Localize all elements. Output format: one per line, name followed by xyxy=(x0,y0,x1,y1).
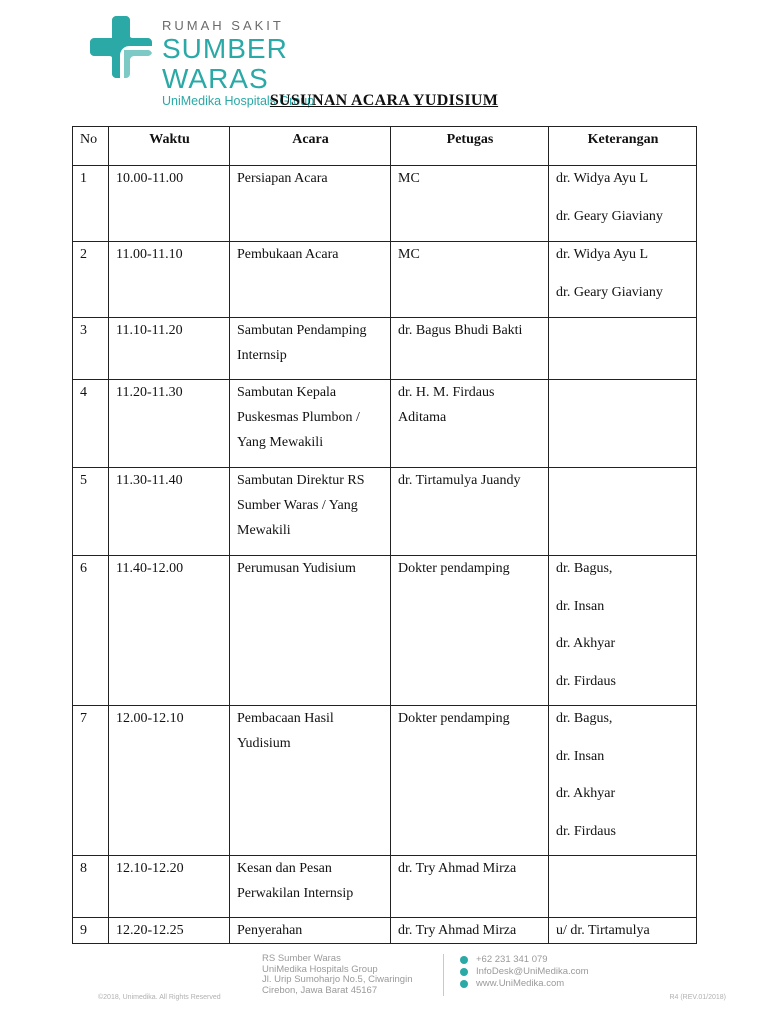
cell-line: MC xyxy=(398,171,420,186)
cell-line: dr. Bagus, xyxy=(556,711,613,726)
cell-line: Mewakili xyxy=(237,523,291,538)
table-row xyxy=(73,242,697,318)
cell-petugas xyxy=(391,556,549,706)
cell-line: u/ dr. Tirtamulya xyxy=(556,923,650,938)
cell-keterangan xyxy=(549,706,697,856)
cell-line: Penyerahan xyxy=(237,923,303,938)
address-line: Cirebon, Jawa Barat 45167 xyxy=(262,984,378,996)
cell-waktu: 11.40-12.00 xyxy=(109,556,230,706)
cell-keterangan xyxy=(549,856,697,918)
cell-line: dr. Firdaus xyxy=(556,823,616,839)
cell-petugas xyxy=(391,380,549,468)
cell-line: dr. Widya Ayu L xyxy=(556,171,648,186)
contact-text: www.UniMedika.com xyxy=(476,978,565,989)
contact-phone xyxy=(460,954,589,966)
address-line: UniMedika Hospitals Group xyxy=(262,963,378,975)
cell-line: Internsip xyxy=(237,348,287,363)
cell-keterangan xyxy=(549,468,697,556)
cell-no: 1 xyxy=(73,166,109,242)
logo-line-3: UniMedika Hospitals Group xyxy=(162,94,315,108)
table-row xyxy=(73,318,697,380)
cell-acara xyxy=(230,556,391,706)
cell-keterangan xyxy=(549,242,697,318)
cell-no: 9 xyxy=(73,918,109,944)
hospital-logo xyxy=(90,16,376,108)
cell-petugas xyxy=(391,706,549,856)
cell-line: Pembukaan Acara xyxy=(237,247,339,262)
document-title: SUSUNAN ACARA YUDISIUM xyxy=(269,92,499,109)
phone-icon xyxy=(460,956,468,964)
cell-acara xyxy=(230,242,391,318)
cell-line: dr. Insan xyxy=(556,598,605,614)
cell-no: 7 xyxy=(73,706,109,856)
cell-line: Perumusan Yudisium xyxy=(237,561,356,576)
cell-line: MC xyxy=(398,247,420,262)
cell-line: Puskesmas Plumbon / xyxy=(237,410,360,425)
cell-line: Yang Mewakili xyxy=(237,435,324,450)
cell-acara xyxy=(230,318,391,380)
cell-acara xyxy=(230,706,391,856)
cell-line: Perwakilan Internsip xyxy=(237,886,354,901)
cell-line: Dokter pendamping xyxy=(398,711,510,726)
cell-waktu: 11.10-11.20 xyxy=(109,318,230,380)
cell-waktu: 12.10-12.20 xyxy=(109,856,230,918)
cell-keterangan xyxy=(549,918,697,944)
table-row xyxy=(73,468,697,556)
table-row xyxy=(73,706,697,856)
cell-acara xyxy=(230,166,391,242)
cell-line: dr. Firdaus xyxy=(556,673,616,689)
cell-line: Sambutan Direktur RS xyxy=(237,473,365,488)
contact-text: InfoDesk@UniMedika.com xyxy=(476,966,589,977)
table-row xyxy=(73,380,697,468)
contact-email xyxy=(460,966,589,978)
cell-no: 2 xyxy=(73,242,109,318)
table-row xyxy=(73,918,697,944)
cell-line: dr. Bagus Bhudi Bakti xyxy=(398,323,523,338)
cell-line: Persiapan Acara xyxy=(237,171,328,186)
cell-keterangan xyxy=(549,318,697,380)
cell-line: Pembacaan Hasil xyxy=(237,711,334,726)
cell-keterangan xyxy=(549,166,697,242)
footer-address xyxy=(262,954,412,996)
cell-acara xyxy=(230,856,391,918)
cell-petugas xyxy=(391,242,549,318)
cell-petugas xyxy=(391,166,549,242)
cell-no: 4 xyxy=(73,380,109,468)
schedule-table xyxy=(72,126,697,944)
contact-web xyxy=(460,978,589,990)
cell-no: 8 xyxy=(73,856,109,918)
cell-no: 6 xyxy=(73,556,109,706)
cell-petugas xyxy=(391,856,549,918)
footer-divider xyxy=(443,954,444,996)
header-acara: Acara xyxy=(230,127,391,166)
cell-line: dr. Try Ahmad Mirza xyxy=(398,923,517,938)
cell-line: Yudisium xyxy=(237,736,291,751)
cell-acara xyxy=(230,468,391,556)
cell-acara xyxy=(230,380,391,468)
revision-code: R4 (REV.01/2018) xyxy=(669,994,726,1001)
cell-petugas xyxy=(391,468,549,556)
cell-line: dr. Bagus, xyxy=(556,561,613,576)
cell-line: dr. H. M. Firdaus xyxy=(398,385,495,400)
table-row xyxy=(73,556,697,706)
address-line: Jl. Urip Sumoharjo No.5, Ciwaringin xyxy=(262,974,413,985)
contact-text: +62 231 341 079 xyxy=(476,954,548,965)
header-petugas: Petugas xyxy=(391,127,549,166)
cell-waktu: 11.00-11.10 xyxy=(109,242,230,318)
cell-keterangan xyxy=(549,380,697,468)
cell-waktu: 11.30-11.40 xyxy=(109,468,230,556)
cell-waktu: 10.00-11.00 xyxy=(109,166,230,242)
logo-line-1: RUMAH SAKIT xyxy=(162,18,284,33)
cell-line: dr. Tirtamulya Juandy xyxy=(398,473,521,488)
cross-logo-icon xyxy=(90,16,152,78)
cell-waktu: 12.00-12.10 xyxy=(109,706,230,856)
cell-keterangan xyxy=(549,556,697,706)
cell-line: dr. Geary Giaviany xyxy=(556,284,663,300)
cell-line: dr. Akhyar xyxy=(556,636,616,651)
logo-line-2: SUMBER WARAS xyxy=(162,33,288,94)
cell-waktu: 11.20-11.30 xyxy=(109,380,230,468)
cell-line: Kesan dan Pesan xyxy=(237,861,332,876)
cell-line: Aditama xyxy=(398,410,447,425)
cell-waktu: 12.20-12.25 xyxy=(109,918,230,944)
cell-line: dr. Geary Giaviany xyxy=(556,208,663,224)
table-row xyxy=(73,166,697,242)
table-row xyxy=(73,856,697,918)
cell-line: Sambutan Pendamping xyxy=(237,323,367,338)
cell-line: Dokter pendamping xyxy=(398,561,510,576)
footer-contacts xyxy=(460,954,589,990)
cell-line: dr. Akhyar xyxy=(556,786,616,801)
header-waktu: Waktu xyxy=(109,127,230,166)
page-footer xyxy=(0,948,768,1024)
cell-line: dr. Try Ahmad Mirza xyxy=(398,861,517,876)
header-no: No xyxy=(73,127,109,166)
cell-petugas xyxy=(391,918,549,944)
cell-line: Sambutan Kepala xyxy=(237,385,337,400)
mail-icon xyxy=(460,968,468,976)
cell-line: dr. Widya Ayu L xyxy=(556,247,648,262)
address-line: RS Sumber Waras xyxy=(262,953,341,964)
header-keterangan: Keterangan xyxy=(549,127,697,166)
cell-acara xyxy=(230,918,391,944)
cell-petugas xyxy=(391,318,549,380)
cell-no: 5 xyxy=(73,468,109,556)
cell-line: dr. Insan xyxy=(556,748,605,764)
globe-icon xyxy=(460,980,468,988)
cell-no: 3 xyxy=(73,318,109,380)
cell-line: Sumber Waras / Yang xyxy=(237,498,358,513)
copyright: ©2018, Unimedika. All Rights Reserved xyxy=(98,994,221,1001)
